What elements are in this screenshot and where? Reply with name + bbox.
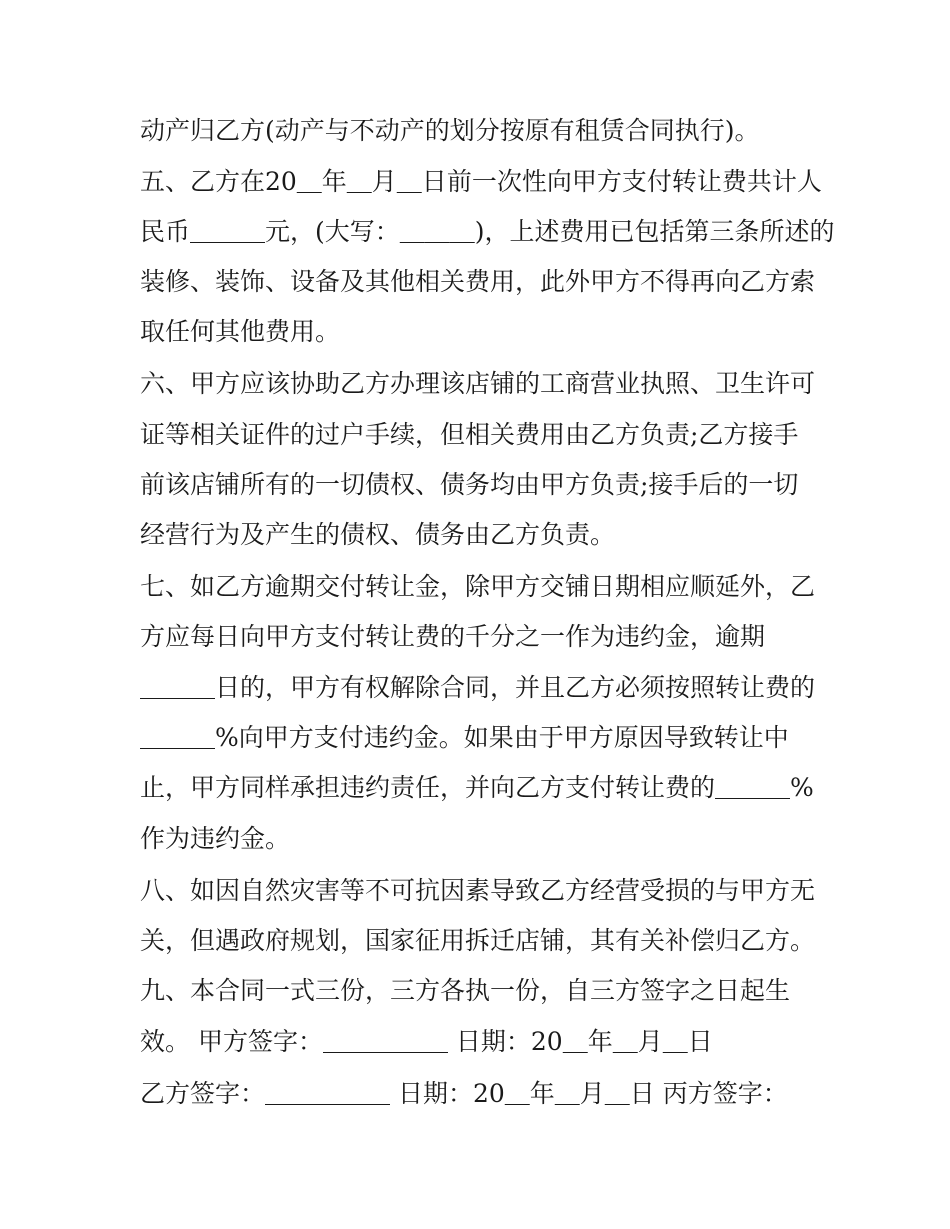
text-line: 止，甲方同样承担违约责任，并向乙方支付转让费的＿＿＿% (140, 773, 814, 802)
text-line: 六、甲方应该协助乙方办理该店铺的工商营业执照、卫生许可 (140, 369, 816, 398)
text-line: 取任何其他费用。 (140, 317, 341, 346)
text-line: 八、如因自然灾害等不可抗因素导致乙方经营受损的与甲方无 (140, 876, 816, 905)
signature-line-party-a: 效。 甲方签字：＿＿＿＿＿ 日期：20＿年＿月＿日 (140, 1027, 713, 1056)
signature-line-party-b-c: 乙方签字：＿＿＿＿＿ 日期：20＿年＿月＿日 丙方签字： (140, 1079, 788, 1108)
text-line: 关，但遇政府规划，国家征用拆迁店铺，其有关补偿归乙方。 (140, 926, 816, 955)
text-line: 民币＿＿＿元，(大写：＿＿＿)，上述费用已包括第三条所述的 (140, 217, 835, 246)
text-line: 九、本合同一式三份，三方各执一份，自三方签字之日起生 (140, 976, 791, 1005)
text-line: 七、如乙方逾期交付转让金，除甲方交铺日期相应顺延外，乙 (140, 572, 816, 601)
text-line: 前该店铺所有的一切债权、债务均由甲方负责;接手后的一切 (140, 470, 799, 499)
text-line: 作为违约金。 (140, 824, 291, 853)
text-line: 方应每日向甲方支付转让费的千分之一作为违约金，逾期 (140, 622, 766, 651)
text-line: 证等相关证件的过户手续，但相关费用由乙方负责;乙方接手 (140, 420, 799, 449)
text-line: ＿＿＿日的，甲方有权解除合同，并且乙方必须按照转让费的 (140, 673, 816, 702)
text-line: 动产归乙方(动产与不动产的划分按原有租赁合同执行)。 (140, 116, 760, 145)
text-line: 经营行为及产生的债权、债务由乙方负责。 (140, 520, 616, 549)
text-line: 五、乙方在20＿年＿月＿日前一次性向甲方支付转让费共计人 (140, 167, 822, 196)
text-line: 装修、装饰、设备及其他相关费用，此外甲方不得再向乙方索 (140, 267, 816, 296)
text-line: ＿＿＿%向甲方支付违约金。如果由于甲方原因导致转让中 (140, 723, 789, 752)
